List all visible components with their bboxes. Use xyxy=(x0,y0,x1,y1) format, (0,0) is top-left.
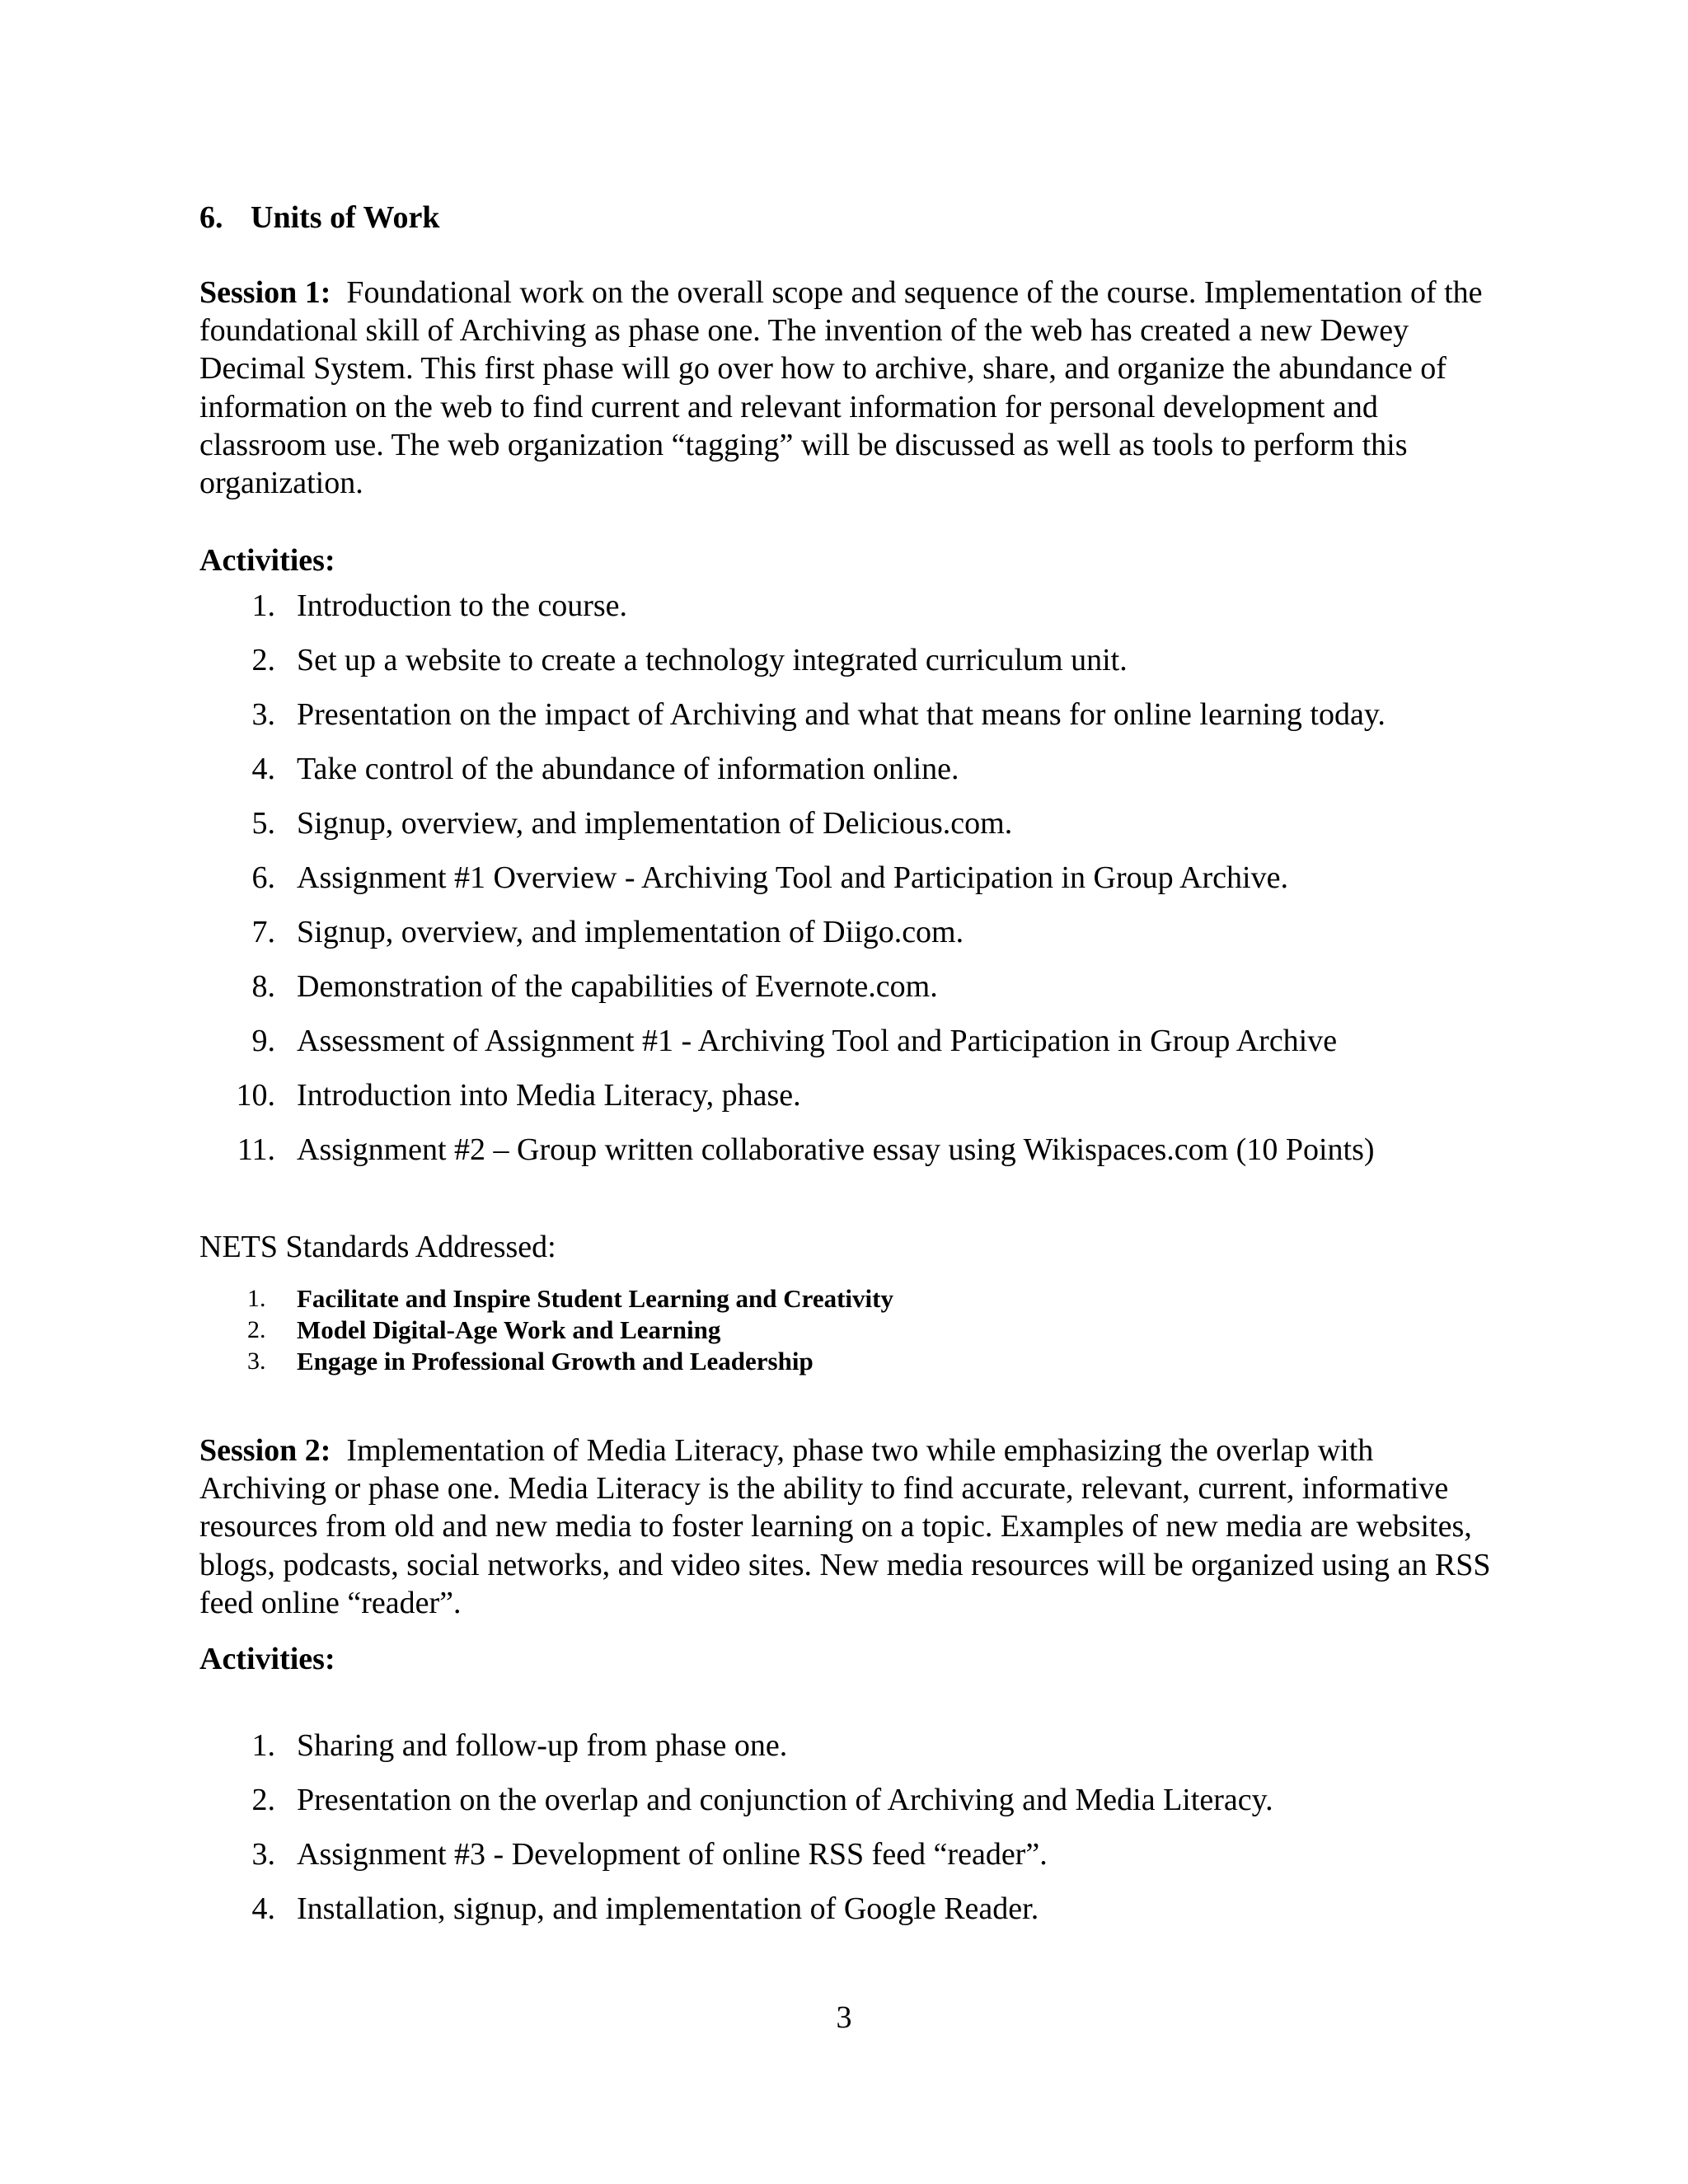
section-number: 6. xyxy=(199,200,223,235)
list-item: 4. Take control of the abundance of information online. xyxy=(251,752,959,786)
session-2-label: Session 2: xyxy=(199,1433,331,1468)
list-item: 5. Signup, overview, and implementation of Delicious.com. xyxy=(251,806,1013,841)
list-item: 3. Engage in Professional Growth and Leadership xyxy=(247,1347,814,1376)
session-1-label: Session 1: xyxy=(199,275,331,310)
page-number: 3 xyxy=(836,2000,852,2035)
list-item: 6. Assignment #1 Overview - Archiving Tool and Participation in Group Archive. xyxy=(251,860,1288,895)
list-item: 10. Introduction into Media Literacy, phase. xyxy=(236,1078,801,1113)
list-item: 1. Sharing and follow-up from phase one. xyxy=(251,1728,788,1763)
list-item: 7. Signup, overview, and implementation of Diigo.com. xyxy=(251,915,964,949)
session-1-text: Foundational work on the overall scope and sequence of the course. Implementation of the foundational skill of Archiving as phase one. The invention of the web has created a new Dewey Decimal System. This first phase will go over how to archive, share, and organize the abundance of information on the web to find current and relevant information for personal development and classroom use. The web organization “tagging” will be discussed as well as tools to perform this organization. xyxy=(199,275,1483,501)
section-title: Units of Work xyxy=(251,200,440,235)
list-item: 8. Demonstration of the capabilities of Evernote.com. xyxy=(251,969,938,1004)
session-2-activities-label: Activities: xyxy=(199,1642,335,1676)
list-item: 3. Assignment #3 - Development of online RSS feed “reader”. xyxy=(251,1837,1048,1872)
list-item: 9. Assessment of Assignment #1 - Archiving Tool and Participation in Group Archive xyxy=(251,1024,1338,1058)
session-2-paragraph xyxy=(199,1432,1493,1622)
list-item: 1. Facilitate and Inspire Student Learning and Creativity xyxy=(247,1284,893,1313)
session-2-text: Implementation of Media Literacy, phase two while emphasizing the overlap with Archiving or phase one. Media Literacy is the ability to find accurate, relevant, current, informative resources from old and new media to foster learning on a topic. Examples of new media are websites, blogs, podcasts, social networks, and video sites. New media resources will be organized using an RSS feed online “reader”. xyxy=(199,1433,1491,1620)
section-heading xyxy=(199,196,1493,239)
list-item: 1. Introduction to the course. xyxy=(251,588,628,623)
list-item: 2. Presentation on the overlap and conjunction of Archiving and Media Literacy. xyxy=(251,1783,1273,1817)
list-item: 3. Presentation on the impact of Archiving and what that means for online learning today. xyxy=(251,697,1386,732)
session-1-paragraph xyxy=(199,274,1493,502)
nets-standards-title: NETS Standards Addressed: xyxy=(199,1230,556,1264)
session-1-activities-label: Activities: xyxy=(199,543,335,578)
list-item: 2. Model Digital-Age Work and Learning xyxy=(247,1315,721,1344)
list-item: 4. Installation, signup, and implementation of Google Reader. xyxy=(251,1891,1039,1926)
list-item: 2. Set up a website to create a technology integrated curriculum unit. xyxy=(251,643,1128,677)
list-item: 11. Assignment #2 – Group written collaborative essay using Wikispaces.com (10 Points) xyxy=(237,1132,1375,1167)
